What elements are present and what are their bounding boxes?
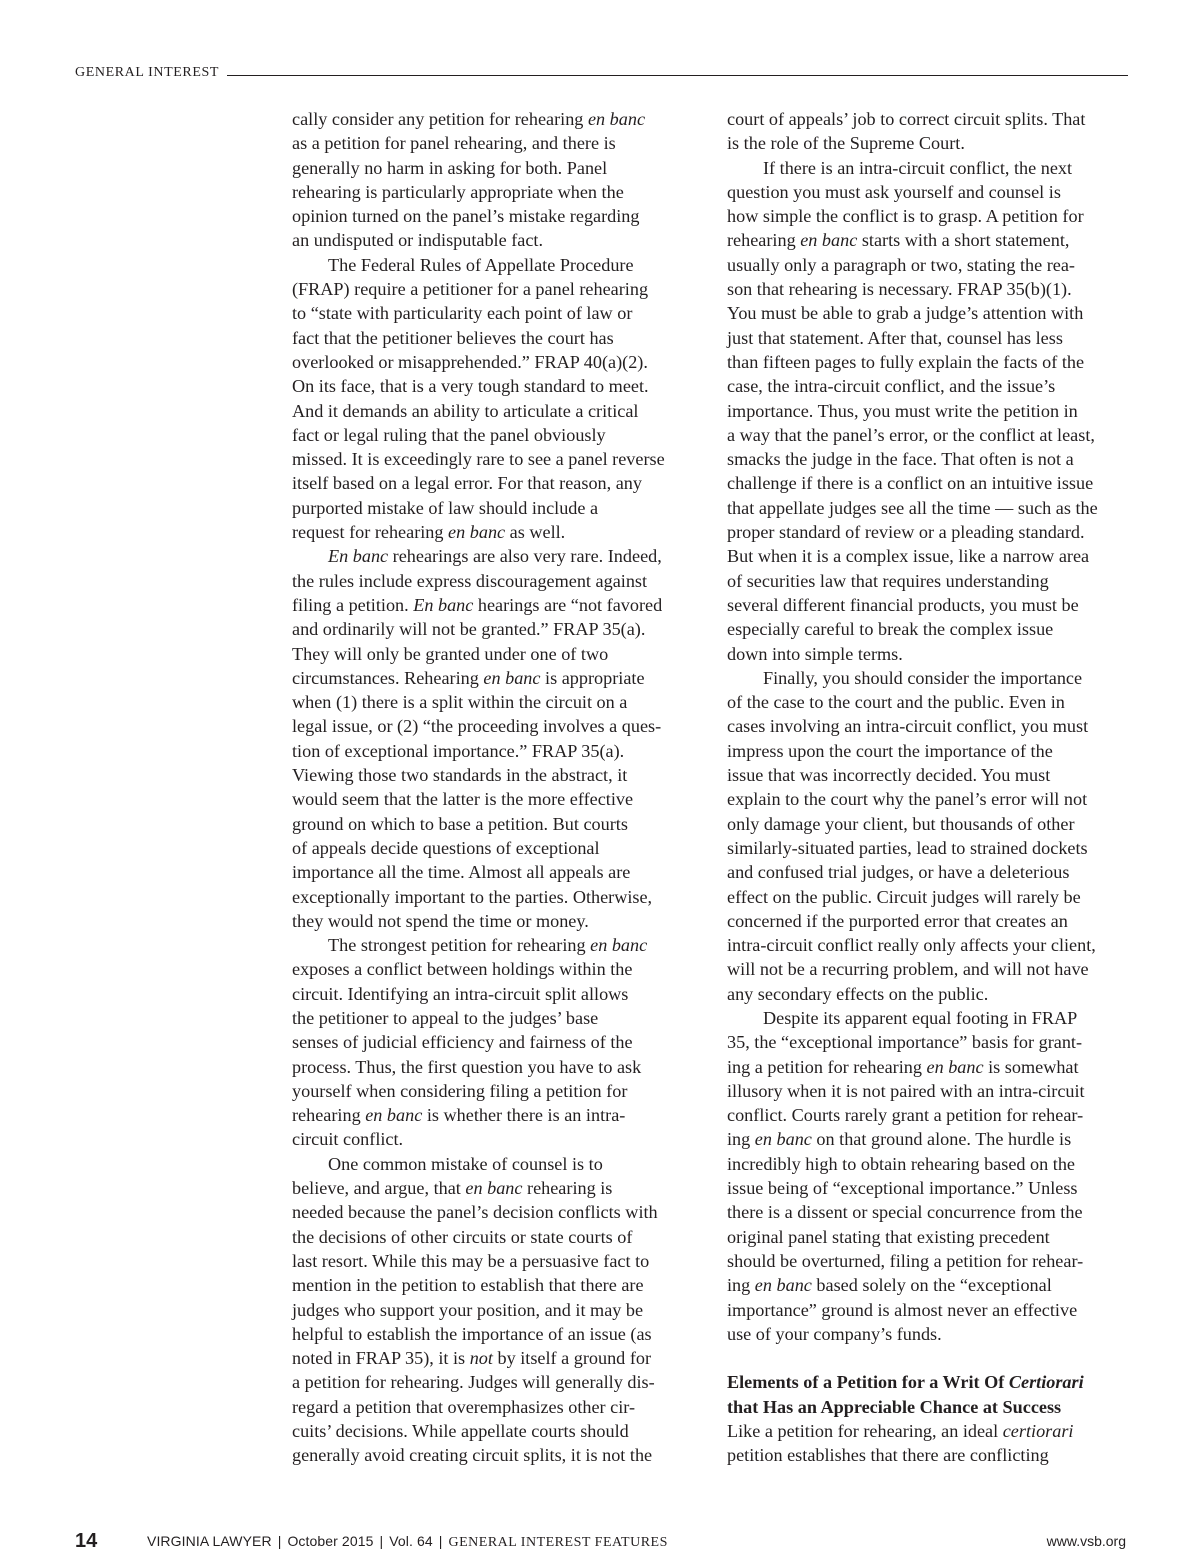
header-rule (227, 75, 1128, 76)
body-text-line: they would not spend the time or money. (292, 910, 589, 931)
body-text-line: court of appeals’ job to correct circuit splits. That (727, 109, 1086, 129)
body-text-line: and ordinarily will not be granted.” FRAP 35(a). (292, 619, 646, 640)
body-text-line: an undisputed or indisputable fact. (292, 230, 544, 251)
body-text-line: a petition for rehearing. Judges will generally dis- (292, 1372, 655, 1393)
body-text-line: of appeals decide questions of exceptional (292, 837, 600, 858)
body-text-line: especially careful to break the complex issue (727, 619, 1054, 640)
body-text-line: that appellate judges see all the time — such as the (727, 497, 1098, 518)
body-text-line: son that rehearing is necessary. FRAP 35(b)(1). (727, 279, 1072, 300)
body-text-line: needed because the panel’s decision conflicts with (292, 1202, 658, 1223)
body-text-line: question you must ask yourself and counsel is (727, 181, 1061, 202)
body-text-line: itself based on a legal error. For that reason, any (292, 473, 642, 494)
body-text-line: original panel stating that existing precedent (727, 1226, 1050, 1247)
body-text-line: circuit conflict. (292, 1129, 404, 1150)
body-text-line: importance” ground is almost never an effective (727, 1299, 1078, 1320)
body-text-line: use of your company’s funds. (727, 1323, 942, 1344)
body-text-line: And it demands an ability to articulate a critical (292, 400, 639, 421)
body-text-line: En banc rehearings are also very rare. Indeed, (328, 546, 662, 567)
footer-section: GENERAL INTEREST FEATURES (448, 1535, 668, 1550)
body-text-line: rehearing is particularly appropriate when the (292, 181, 624, 202)
body-text-line: filing a petition. En banc hearings are “not favored (292, 594, 663, 615)
body-text-line: than fifteen pages to fully explain the facts of the (727, 351, 1085, 372)
body-text-line: when (1) there is a split within the circuit on a (292, 692, 628, 713)
body-text-line: as a petition for panel rehearing, and there is (292, 133, 616, 154)
body-text-line: Despite its apparent equal footing in FRAP (763, 1007, 1078, 1028)
body-text-line: process. Thus, the first question you have to ask (292, 1056, 642, 1077)
section-heading-line: that Has an Appreciable Chance at Success (727, 1396, 1062, 1417)
body-text-line: fact that the petitioner believes the court has (292, 327, 614, 348)
body-text-line: issue that was incorrectly decided. You must (727, 765, 1051, 786)
body-text-line: But when it is a complex issue, like a narrow area (727, 546, 1090, 567)
body-text-line: purported mistake of law should include a (292, 497, 599, 518)
body-text-line: legal issue, or (2) “the proceeding involves a ques- (292, 716, 662, 737)
publication-line (147, 1533, 668, 1551)
text-column-left (292, 107, 687, 1468)
body-text-line: illusory when it is not paired with an intra-circuit (727, 1080, 1085, 1101)
body-text-line: intra-circuit conflict really only affects your client, (727, 935, 1096, 956)
body-text-line: proper standard of review or a pleading standard. (727, 522, 1085, 543)
page-footer (75, 1528, 1128, 1554)
body-text-line: opinion turned on the panel’s mistake regarding (292, 206, 640, 227)
body-text-line: usually only a paragraph or two, stating the rea- (727, 254, 1075, 275)
body-text-line: to “state with particularity each point of law or (292, 303, 633, 324)
body-text-line: impress upon the court the importance of the (727, 740, 1053, 761)
body-text-line: cases involving an intra-circuit conflict, you must (727, 716, 1089, 737)
body-text-line: conflict. Courts rarely grant a petition for rehear- (727, 1105, 1084, 1126)
body-text-line: case, the intra-circuit conflict, and the issue’s (727, 376, 1056, 397)
running-header (75, 58, 1128, 80)
page-number: 14 (75, 1530, 98, 1552)
body-text-line: rehearing en banc starts with a short statement, (727, 230, 1070, 251)
body-text-line: believe, and argue, that en banc rehearing is (292, 1178, 613, 1199)
body-text-line: The strongest petition for rehearing en banc (328, 935, 648, 956)
body-text-line: effect on the public. Circuit judges will rarely be (727, 886, 1081, 907)
body-text-line: a way that the panel’s error, or the conflict at least, (727, 424, 1095, 445)
body-text-line: If there is an intra-circuit conflict, the next (763, 157, 1073, 178)
body-text-line: similarly-situated parties, lead to strained dockets (727, 837, 1088, 858)
body-text-line: overlooked or misapprehended.” FRAP 40(a)(2). (292, 351, 648, 372)
body-text-line: will not be a recurring problem, and will not have (727, 959, 1089, 980)
body-text-line: generally avoid creating circuit splits, it is not the (292, 1445, 653, 1466)
body-text-line: generally no harm in asking for both. Panel (292, 157, 608, 178)
body-text-line: senses of judicial efficiency and fairness of the (292, 1032, 633, 1053)
body-text-line: cuits’ decisions. While appellate courts should (292, 1421, 629, 1442)
body-text-line: challenge if there is a conflict on an intuitive issue (727, 473, 1094, 494)
body-text-line: is the role of the Supreme Court. (727, 133, 965, 154)
body-text-line: You must be able to grab a judge’s attention with (727, 303, 1084, 324)
body-text-line: petition establishes that there are conflicting (727, 1445, 1049, 1466)
body-text-line: any secondary effects on the public. (727, 983, 989, 1004)
body-text-line: should be overturned, filing a petition for rehear- (727, 1250, 1084, 1271)
separator: | (379, 1533, 384, 1549)
body-text-line: Like a petition for rehearing, an ideal certiorari (727, 1421, 1074, 1442)
body-text-line: fact or legal ruling that the panel obviously (292, 424, 606, 445)
body-text-line: exceptionally important to the parties. Otherwise, (292, 886, 653, 907)
body-text-line: importance. Thus, you must write the petition in (727, 400, 1078, 421)
body-text-line: request for rehearing en banc as well. (292, 522, 566, 543)
body-text-line: several different financial products, you must be (727, 594, 1079, 615)
section-heading-line: Elements of a Petition for a Writ Of Certiorari (727, 1372, 1084, 1393)
body-text-line: of securities law that requires understanding (727, 570, 1049, 591)
body-text-line: ing en banc based solely on the “exceptional (727, 1275, 1052, 1296)
body-text-line: regard a petition that overemphasizes other cir- (292, 1396, 636, 1417)
body-text-line: One common mistake of counsel is to (328, 1153, 603, 1174)
body-text-line: incredibly high to obtain rehearing based on the (727, 1153, 1075, 1174)
body-text-line: there is a dissent or special concurrence from the (727, 1202, 1083, 1223)
body-text-line: circuit. Identifying an intra-circuit split allows (292, 983, 629, 1004)
paragraph-gap (727, 1346, 1122, 1370)
body-text-line: importance all the time. Almost all appeals are (292, 862, 631, 883)
publication-name: VIRGINIA LAWYER (147, 1533, 272, 1549)
body-text-line: would seem that the latter is the more effective (292, 789, 634, 810)
body-text-line: noted in FRAP 35), it is not by itself a ground for (292, 1348, 652, 1369)
body-text-line: On its face, that is a very tough standard to meet. (292, 376, 649, 397)
body-text-line: missed. It is exceedingly rare to see a panel reverse (292, 449, 665, 470)
body-text-line: circumstances. Rehearing en banc is appropriate (292, 667, 645, 688)
body-text-line: down into simple terms. (727, 643, 903, 664)
text-column-right (727, 107, 1122, 1468)
separator: | (277, 1533, 282, 1549)
body-text-line: of the case to the court and the public. Even in (727, 692, 1065, 713)
website-link[interactable]: www.vsb.org (1046, 1533, 1126, 1549)
body-text-line: helpful to establish the importance of an issue (as (292, 1323, 652, 1344)
body-text-line: ing en banc on that ground alone. The hurdle is (727, 1129, 1072, 1150)
body-text-line: only damage your client, but thousands of other (727, 813, 1075, 834)
body-text-line: rehearing en banc is whether there is an intra- (292, 1105, 626, 1126)
body-text-line: 35, the “exceptional importance” basis for grant- (727, 1032, 1083, 1053)
body-text-line: yourself when considering filing a petition for (292, 1080, 628, 1101)
body-text-line: the decisions of other circuits or state courts of (292, 1226, 633, 1247)
body-text-line: exposes a conflict between holdings within the (292, 959, 633, 980)
body-text-line: how simple the conflict is to grasp. A petition for (727, 206, 1084, 227)
body-text-line: the rules include express discouragement against (292, 570, 648, 591)
section-label: GENERAL INTEREST (75, 65, 220, 80)
volume: Vol. 64 (389, 1533, 433, 1549)
body-text-line: ing a petition for rehearing en banc is somewhat (727, 1056, 1079, 1077)
body-text-line: Finally, you should consider the importance (763, 667, 1083, 688)
body-text-line: smacks the judge in the face. That often is not a (727, 449, 1074, 470)
body-text-line: judges who support your position, and it may be (292, 1299, 644, 1320)
body-text-line: the petitioner to appeal to the judges’ base (292, 1007, 599, 1028)
body-text-line: and confused trial judges, or have a deleterious (727, 862, 1070, 883)
body-text-line: just that statement. After that, counsel has less (727, 327, 1063, 348)
body-text-line: Viewing those two standards in the abstract, it (292, 765, 628, 786)
body-text-line: concerned if the purported error that creates an (727, 910, 1068, 931)
issue-date: October 2015 (287, 1533, 374, 1549)
body-text-line: The Federal Rules of Appellate Procedure (328, 254, 634, 275)
body-text-line: issue being of “exceptional importance.” Unless (727, 1178, 1078, 1199)
body-text-line: cally consider any petition for rehearing en banc (292, 109, 646, 129)
body-text-line: (FRAP) require a petitioner for a panel rehearing (292, 279, 649, 300)
body-text-line: tion of exceptional importance.” FRAP 35(a). (292, 740, 625, 761)
body-text-line: They will only be granted under one of two (292, 643, 609, 664)
body-text-line: mention in the petition to establish that there are (292, 1275, 644, 1296)
body-text-line: last resort. While this may be a persuasive fact to (292, 1250, 650, 1271)
body-text-line: ground on which to base a petition. But courts (292, 813, 628, 834)
separator: | (438, 1533, 443, 1549)
body-text-line: explain to the court why the panel’s error will not (727, 789, 1088, 810)
